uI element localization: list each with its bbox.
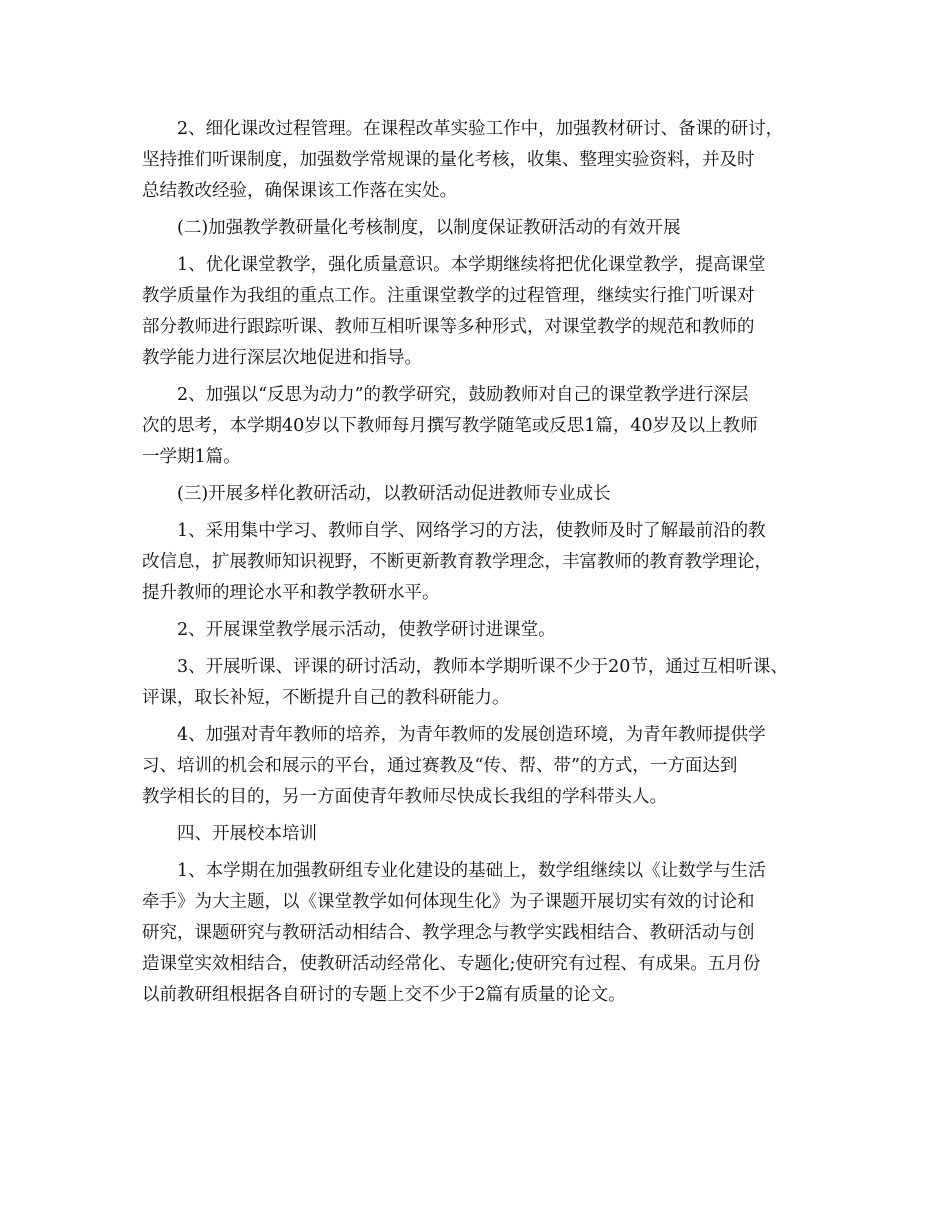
paragraph: [142, 114, 822, 207]
text-line: 3、开展听课、评课的研讨活动，教师本学期听课不少于20节，通过互相听课、: [177, 657, 788, 677]
text-line: 以前教研组根据各自研讨的专题上交不少于2篇有质量的论文。: [142, 985, 626, 1005]
text-line: 总结教改经验，确保课该工作落在实处。: [142, 181, 457, 201]
paragraph: [142, 380, 822, 473]
text-line: 4、加强对青年教师的培养，为青年教师的发展创造环境，为青年教师提供学: [177, 725, 766, 745]
text-line: 改信息，扩展教师知识视野，不断更新教育教学理念，丰富教师的教育教学理论，: [142, 552, 772, 572]
text-line: 2、开展课堂教学展示活动，使教学研讨进课堂。: [177, 620, 556, 640]
text-line: (二)加强教学教研量化考核制度，以制度保证教研活动的有效开展: [177, 218, 681, 238]
text-line: 牵手》为大主题，以《课堂教学如何体现生化》为子课题开展切实有效的讨论和: [142, 892, 755, 912]
text-line: 1、本学期在加强教研组专业化建设的基础上，数学组继续以《让数学与生活: [177, 861, 766, 881]
text-line: 研究，课题研究与教研活动相结合、教学理念与教学实践相结合、教研活动与创: [142, 923, 755, 943]
paragraph: [142, 819, 822, 850]
text-line: 部分教师进行跟踪听课、教师互相听课等多种形式，对课堂教学的规范和教师的: [142, 317, 755, 337]
paragraph: [142, 615, 822, 646]
text-line: (三)开展多样化教研活动，以教研活动促进教师专业成长: [177, 484, 611, 504]
text-line: 教学相长的目的，另一方面使青年教师尽快成长我组的学科带头人。: [142, 787, 667, 807]
paragraph: [142, 250, 822, 374]
text-line: 次的思考，本学期40岁以下教师每月撰写教学随笔或反思1篇，40岁及以上教师: [142, 416, 758, 436]
paragraph: [142, 479, 822, 510]
text-line: 教学质量作为我组的重点工作。注重课堂教学的过程管理，继续实行推门听课对: [142, 286, 755, 306]
paragraph: [142, 652, 822, 714]
paragraph: [142, 516, 822, 609]
text-line: 提升教师的理论水平和教学教研水平。: [142, 583, 440, 603]
text-line: 习、培训的机会和展示的平台，通过赛教及“传、帮、带”的方式，一方面达到: [142, 756, 738, 776]
text-line: 坚持推们听课制度，加强数学常规课的量化考核，收集、整理实验资料，并及时: [142, 150, 755, 170]
text-line: 四、开展校本培训: [177, 824, 317, 844]
text-line: 2、细化课改过程管理。在课程改革实验工作中，加强教材研讨、备课的研讨，: [177, 119, 784, 139]
paragraph: [142, 856, 822, 1011]
text-line: 教学能力进行深层次地促进和指导。: [142, 348, 422, 368]
text-line: 2、加强以“反思为动力”的教学研究，鼓励教师对自己的课堂教学进行深层: [177, 385, 749, 405]
text-line: 造课堂实效相结合，使教研活动经常化、专题化;使研究有过程、有成果。五月份: [142, 954, 761, 974]
paragraph: [142, 720, 822, 813]
paragraph: [142, 213, 822, 244]
document-body: [142, 114, 822, 1017]
text-line: 1、采用集中学习、教师自学、网络学习的方法，使教师及时了解最前沿的教: [177, 521, 766, 541]
text-line: 1、优化课堂教学，强化质量意识。本学期继续将把优化课堂教学，提高课堂: [177, 255, 766, 275]
text-line: 一学期1篇。: [142, 447, 241, 467]
text-line: 评课，取长补短，不断提升自己的教科研能力。: [142, 688, 510, 708]
